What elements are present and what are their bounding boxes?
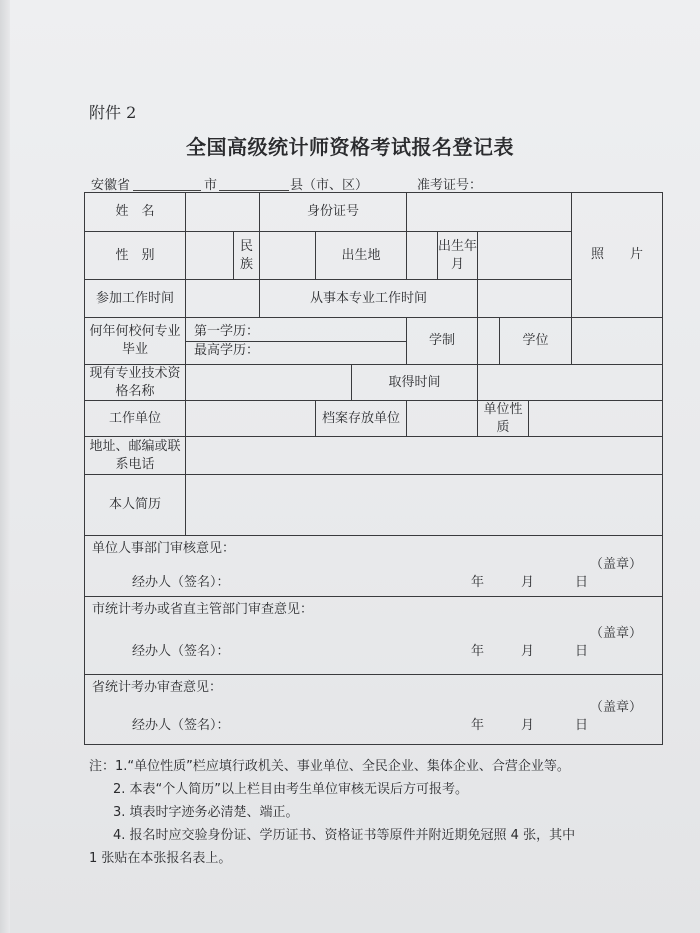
education-cell	[186, 318, 407, 365]
county-label: 县（市、区）	[290, 178, 369, 193]
archive-field[interactable]	[407, 401, 478, 437]
unit-nature-field[interactable]	[529, 401, 663, 437]
current-title-label: 现有专业技术资格名称	[85, 365, 186, 401]
name-field[interactable]	[186, 193, 260, 232]
city-review-cell[interactable]	[85, 597, 663, 675]
ethnicity-label: 民族	[234, 232, 260, 280]
work-start-label: 参加工作时间	[85, 280, 186, 318]
degree-field[interactable]	[572, 318, 663, 365]
signer-label: 经办人（签名）：	[132, 718, 230, 734]
year-label: 年	[471, 644, 485, 660]
employer-label: 工作单位	[85, 401, 186, 437]
first-education-field[interactable]: 第一学历：	[186, 323, 406, 342]
birthplace-label: 出生地	[316, 232, 407, 280]
year-label: 年	[471, 718, 485, 734]
note-2: 2. 本表“个人简历”以上栏目由考生单位审核无误后方可报考。	[113, 782, 469, 797]
degree-label: 学位	[500, 318, 572, 365]
highest-education-field[interactable]: 最高学历：	[194, 342, 260, 358]
month-label: 月	[521, 644, 535, 660]
current-title-field[interactable]	[186, 365, 352, 401]
id-card-label: 身份证号	[260, 193, 407, 232]
id-card-field[interactable]	[407, 193, 572, 232]
acquired-time-field[interactable]	[478, 365, 663, 401]
address-field[interactable]	[186, 437, 663, 475]
review-title: 省统计考办审查意见：	[92, 680, 223, 696]
stamp-label: （盖章）	[590, 626, 643, 642]
month-label: 月	[521, 575, 535, 591]
note-4-cont: 1 张贴在本张报名表上。	[89, 851, 232, 866]
study-years-label: 学制	[407, 318, 478, 365]
graduation-label: 何年何校何专业毕业	[85, 318, 186, 365]
city-label: 市	[204, 178, 218, 193]
acquired-time-label: 取得时间	[352, 365, 478, 401]
archive-label: 档案存放单位	[316, 401, 407, 437]
stamp-label: （盖章）	[590, 557, 643, 573]
day-label: 日	[575, 718, 589, 734]
year-label: 年	[471, 575, 485, 591]
address-label: 地址、邮编或联系电话	[85, 437, 186, 475]
attachment-label: 附件 2	[89, 103, 137, 122]
employer-review-cell[interactable]	[85, 536, 663, 597]
registration-table	[84, 192, 663, 745]
stamp-label: （盖章）	[590, 700, 643, 716]
gender-field[interactable]	[186, 232, 234, 280]
exam-number-label: 准考证号：	[417, 178, 483, 193]
review-title: 市统计考办或省直主管部门审查意见：	[92, 602, 314, 618]
work-start-field[interactable]	[186, 280, 260, 318]
major-work-field[interactable]	[478, 280, 572, 318]
name-label: 姓 名	[85, 193, 186, 232]
province-review-cell[interactable]	[85, 675, 663, 745]
note-4: 4. 报名时应交验身份证、学历证书、资格证书等原件并附近期免冠照 4 张，其中	[113, 828, 576, 843]
note-1: 注：1.“单位性质”栏应填行政机关、事业单位、全民企业、集体企业、合营企业等。	[89, 759, 570, 774]
unit-nature-label: 单位性质	[478, 401, 529, 437]
ethnicity-field[interactable]	[260, 232, 316, 280]
signer-label: 经办人（签名）：	[132, 644, 230, 660]
notes-section	[89, 755, 634, 870]
birthplace-field[interactable]	[407, 232, 438, 280]
province-label: 安徽省	[91, 178, 131, 193]
gender-label: 性 别	[85, 232, 186, 280]
form-title: 全国高级统计师资格考试报名登记表	[186, 135, 514, 159]
signer-label: 经办人（签名）：	[132, 575, 230, 591]
resume-field[interactable]	[186, 475, 663, 536]
province-blank[interactable]	[133, 178, 201, 191]
city-blank[interactable]	[219, 178, 289, 191]
review-title: 单位人事部门审核意见：	[92, 541, 236, 557]
major-work-label: 从事本专业工作时间	[260, 280, 478, 318]
birth-date-field[interactable]	[478, 232, 572, 280]
photo-box[interactable]: 照 片	[572, 193, 663, 318]
day-label: 日	[575, 644, 589, 660]
study-years-field[interactable]	[478, 318, 500, 365]
day-label: 日	[575, 575, 589, 591]
resume-label: 本人简历	[85, 475, 186, 536]
note-3: 3. 填表时字迹务必清楚、端正。	[113, 805, 299, 820]
employer-field[interactable]	[186, 401, 316, 437]
birth-date-label: 出生年月	[438, 232, 478, 280]
month-label: 月	[521, 718, 535, 734]
